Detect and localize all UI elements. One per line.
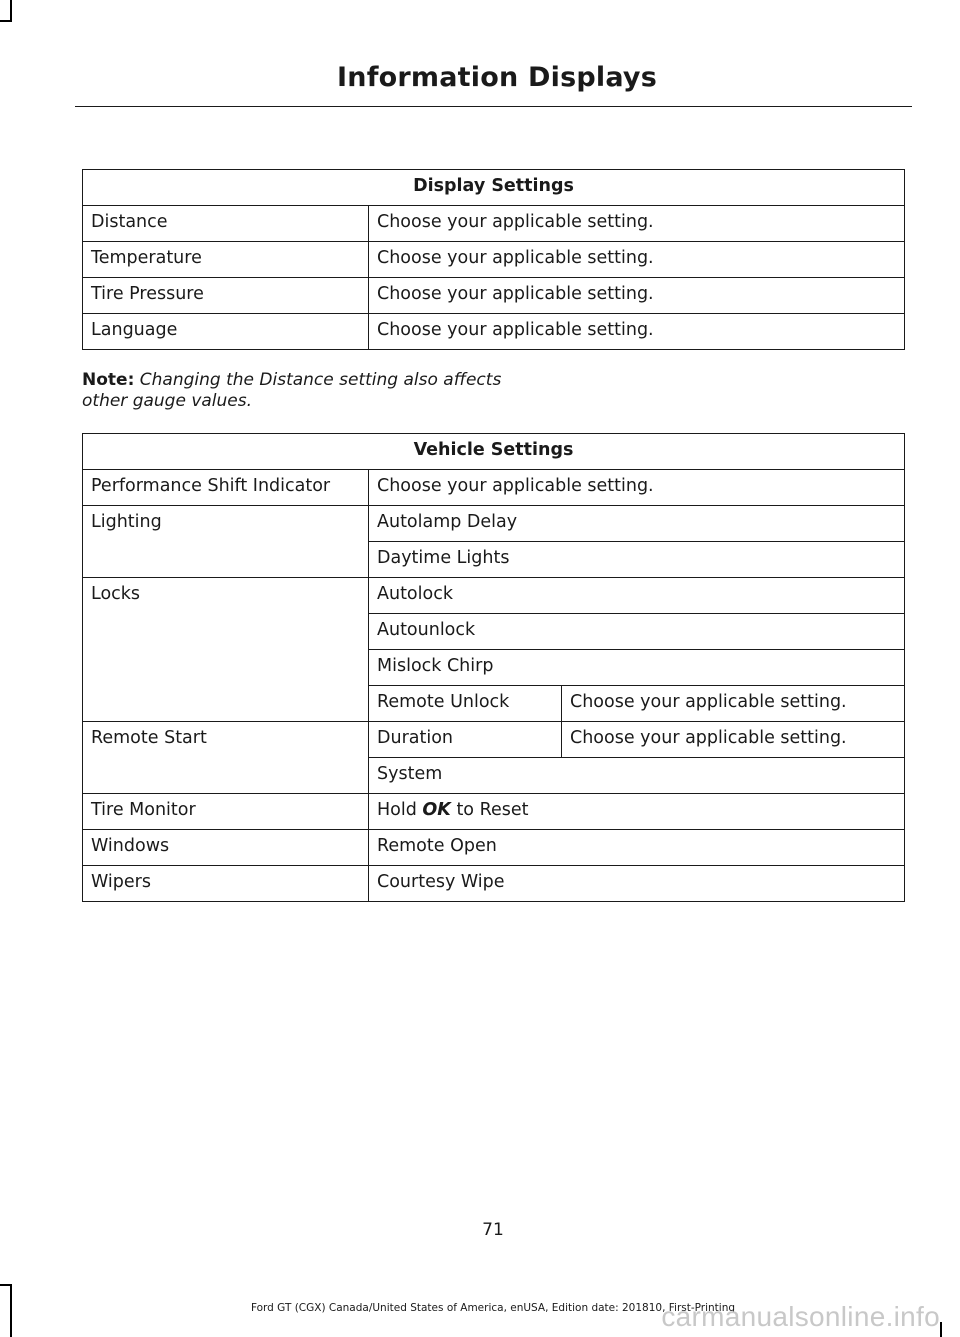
setting-option: Mislock Chirp <box>369 650 905 686</box>
page-header <box>0 62 912 93</box>
crop-mark <box>10 0 12 20</box>
setting-value: Choose your applicable setting. <box>369 206 905 242</box>
display-settings-title: Display Settings <box>83 170 905 206</box>
setting-label: Locks <box>83 578 369 722</box>
table-row <box>83 506 905 542</box>
display-settings-table <box>82 169 905 350</box>
crop-mark <box>940 1322 942 1337</box>
note-text: Changing the Distance setting also affects other gauge values. <box>82 370 502 411</box>
header-title: Information Displays <box>337 62 657 93</box>
ok-key-label: OK <box>422 800 451 820</box>
setting-label: Remote Start <box>83 722 369 794</box>
setting-value: Choose your applicable setting. <box>369 314 905 350</box>
setting-label: Windows <box>83 830 369 866</box>
setting-value <box>369 794 905 830</box>
setting-option: Daytime Lights <box>369 542 905 578</box>
watermark: carmanualsonline.info <box>661 1301 940 1332</box>
setting-label: Distance <box>83 206 369 242</box>
table-row <box>83 242 905 278</box>
setting-option: Autounlock <box>369 614 905 650</box>
vehicle-settings-table <box>82 433 905 902</box>
setting-option: Duration <box>369 722 562 758</box>
setting-value: Choose your applicable setting. <box>562 686 905 722</box>
setting-label: Wipers <box>83 866 369 902</box>
header-divider <box>75 106 912 107</box>
setting-option: Autolamp Delay <box>369 506 905 542</box>
table-row <box>83 722 905 758</box>
page-number: 71 <box>482 1220 504 1240</box>
setting-label: Language <box>83 314 369 350</box>
setting-value: Courtesy Wipe <box>369 866 905 902</box>
reset-text: to Reset <box>456 800 529 820</box>
setting-label: Temperature <box>83 242 369 278</box>
setting-label: Tire Monitor <box>83 794 369 830</box>
setting-option: System <box>369 758 905 794</box>
table-header-row <box>83 170 905 206</box>
setting-value: Choose your applicable setting. <box>369 470 905 506</box>
note-paragraph <box>82 370 502 412</box>
table-row <box>83 206 905 242</box>
note-label: Note: <box>82 370 135 390</box>
table-row <box>83 794 905 830</box>
hold-text: Hold <box>377 800 417 820</box>
crop-mark <box>0 1284 12 1286</box>
setting-option: Remote Unlock <box>369 686 562 722</box>
setting-value: Choose your applicable setting. <box>369 278 905 314</box>
crop-mark <box>0 20 12 22</box>
setting-value: Choose your applicable setting. <box>369 242 905 278</box>
footer-edition-text: Ford GT (CGX) Canada/United States of America, enUSA, Edition date: 201810, First-Printing <box>250 1302 736 1314</box>
setting-label: Lighting <box>83 506 369 578</box>
vehicle-settings-title: Vehicle Settings <box>83 434 905 470</box>
table-row <box>83 278 905 314</box>
table-row <box>83 866 905 902</box>
setting-label: Tire Pressure <box>83 278 369 314</box>
table-row <box>83 830 905 866</box>
setting-option: Autolock <box>369 578 905 614</box>
table-row <box>83 470 905 506</box>
setting-value: Choose your applicable setting. <box>562 722 905 758</box>
setting-value: Remote Open <box>369 830 905 866</box>
table-row <box>83 578 905 614</box>
table-row <box>83 314 905 350</box>
setting-label: Performance Shift Indicator <box>83 470 369 506</box>
table-header-row <box>83 434 905 470</box>
